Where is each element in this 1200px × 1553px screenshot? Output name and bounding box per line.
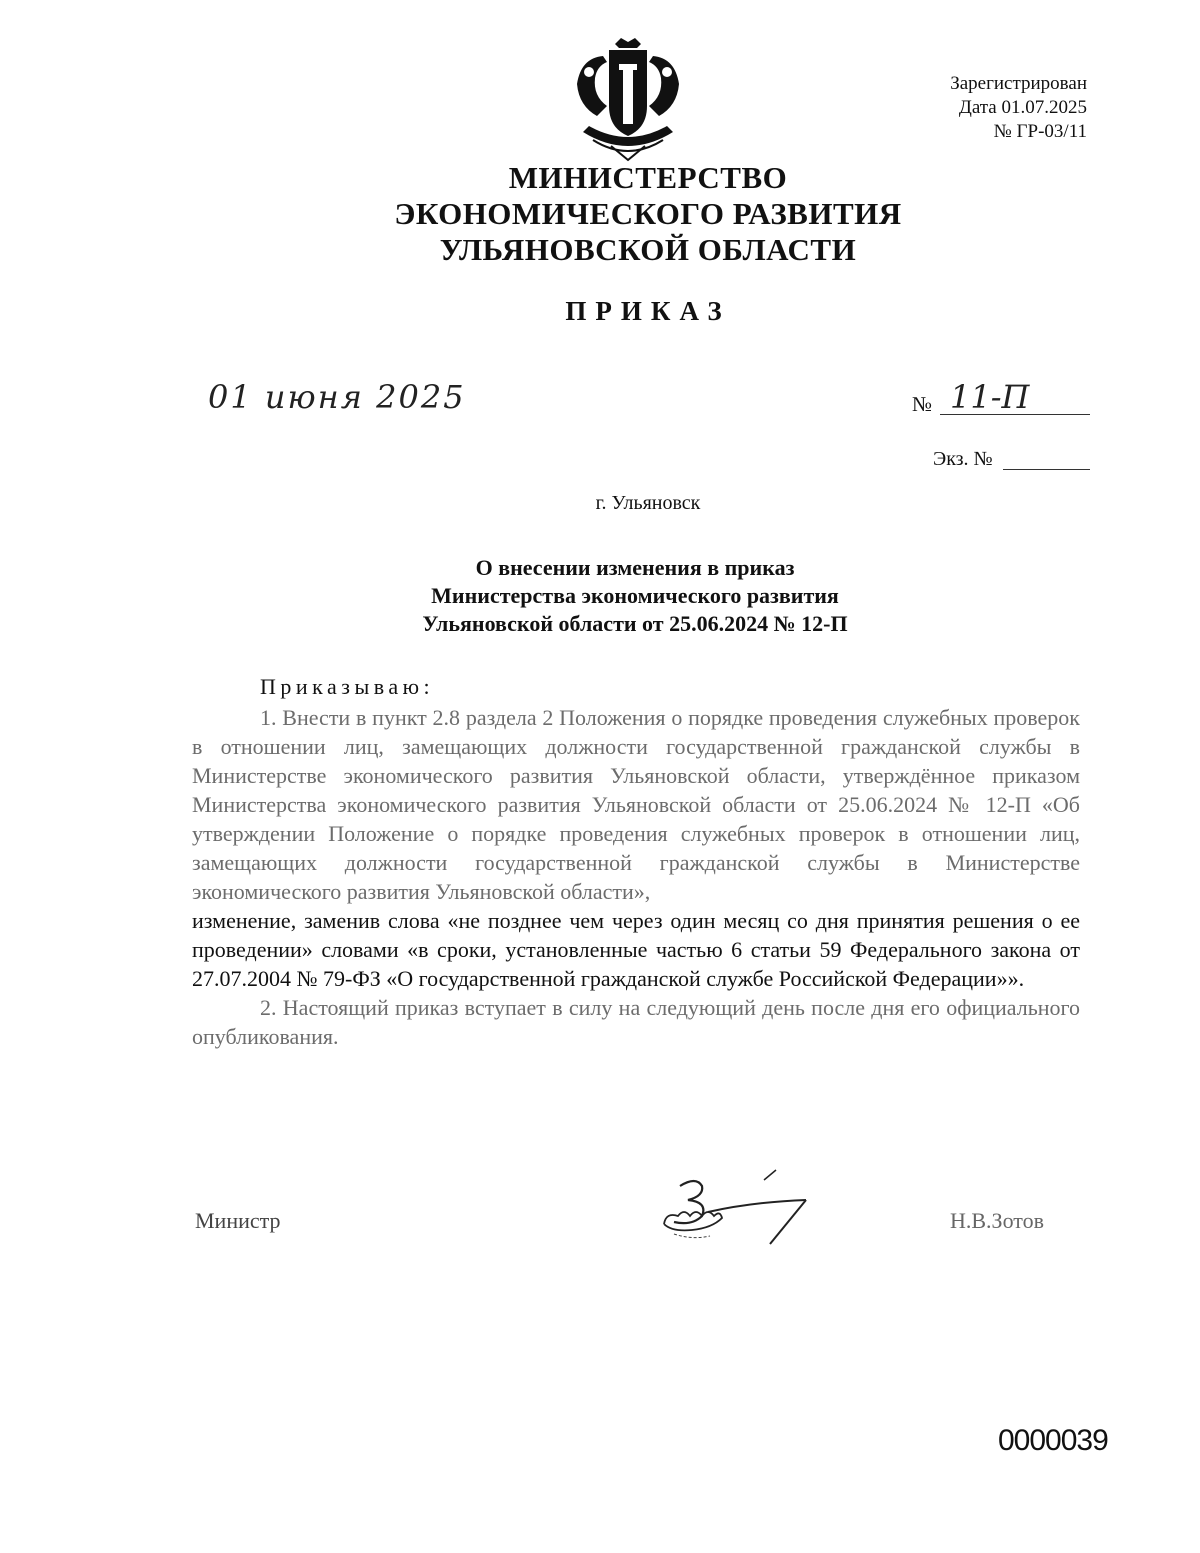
- paragraph-1-part-2: изменение, заменив слова «не позднее чем через один месяц со дня принятия решения о ее проведении» словами «в сроки, установленные частью 6 статьи 59 Федерального закона от 27.07.2004 № 79-ФЗ «О государственной гражданской службе Российской Федерации»».: [192, 908, 1080, 991]
- paragraph-1-part-1: 1. Внести в пункт 2.8 раздела 2 Положения о порядке проведения служебных проверок в отношении лиц, замещающих должности государственной гражданской службы в Министерстве экономического развития Ульяновской области, утверждённое приказом Министерства экономического развития Ульяновской области от 25.06.2024 № 12-П «Об утверждении Положение о порядке проведения служебных проверок в отношении лиц, замещающих должности государственной гражданской службы в Министерстве экономического развития Ульяновской области»,: [192, 705, 1080, 904]
- serial-number: 0000039: [998, 1424, 1108, 1457]
- handwritten-order-number: 11-П: [950, 378, 1030, 416]
- copy-number-label: Экз. №: [933, 448, 993, 470]
- signer-name: Н.В.Зотов: [950, 1208, 1045, 1233]
- copy-number-underline: [1003, 469, 1090, 470]
- registration-stamp: [950, 72, 1087, 144]
- signature-icon: [652, 1168, 812, 1248]
- order-directive: Приказываю:: [260, 674, 435, 699]
- handwritten-date: 01 июня 2025: [208, 378, 466, 416]
- document-title: ПРИКАЗ: [565, 296, 731, 326]
- city-name: г. Ульяновск: [595, 492, 701, 514]
- registration-number: № ГР-03/11: [993, 121, 1087, 142]
- ministry-line-2: ЭКОНОМИЧЕСКОГО РАЗВИТИЯ: [394, 196, 902, 231]
- document-body: [192, 703, 1080, 1051]
- order-number-label: №: [912, 392, 933, 416]
- subject-line-3: Ульяновской области от 25.06.2024 № 12-П: [422, 611, 848, 636]
- ministry-line-1: МИНИСТЕРСТВО: [508, 160, 788, 195]
- paragraph-2: 2. Настоящий приказ вступает в силу на следующий день после дня его официального опубликования.: [192, 995, 1080, 1049]
- ministry-line-3: УЛЬЯНОВСКОЙ ОБЛАСТИ: [439, 232, 857, 267]
- ministry-name: [0, 160, 1200, 268]
- subject-line-1: О внесении изменения в приказ: [475, 555, 795, 580]
- coat-of-arms-icon: [563, 36, 693, 164]
- subject-line-2: Министерства экономического развития: [431, 583, 839, 608]
- registration-date: Дата 01.07.2025: [958, 97, 1087, 118]
- document-subject: [0, 554, 1200, 638]
- registration-status: Зарегистрирован: [950, 73, 1087, 94]
- signer-role: Министр: [195, 1208, 281, 1233]
